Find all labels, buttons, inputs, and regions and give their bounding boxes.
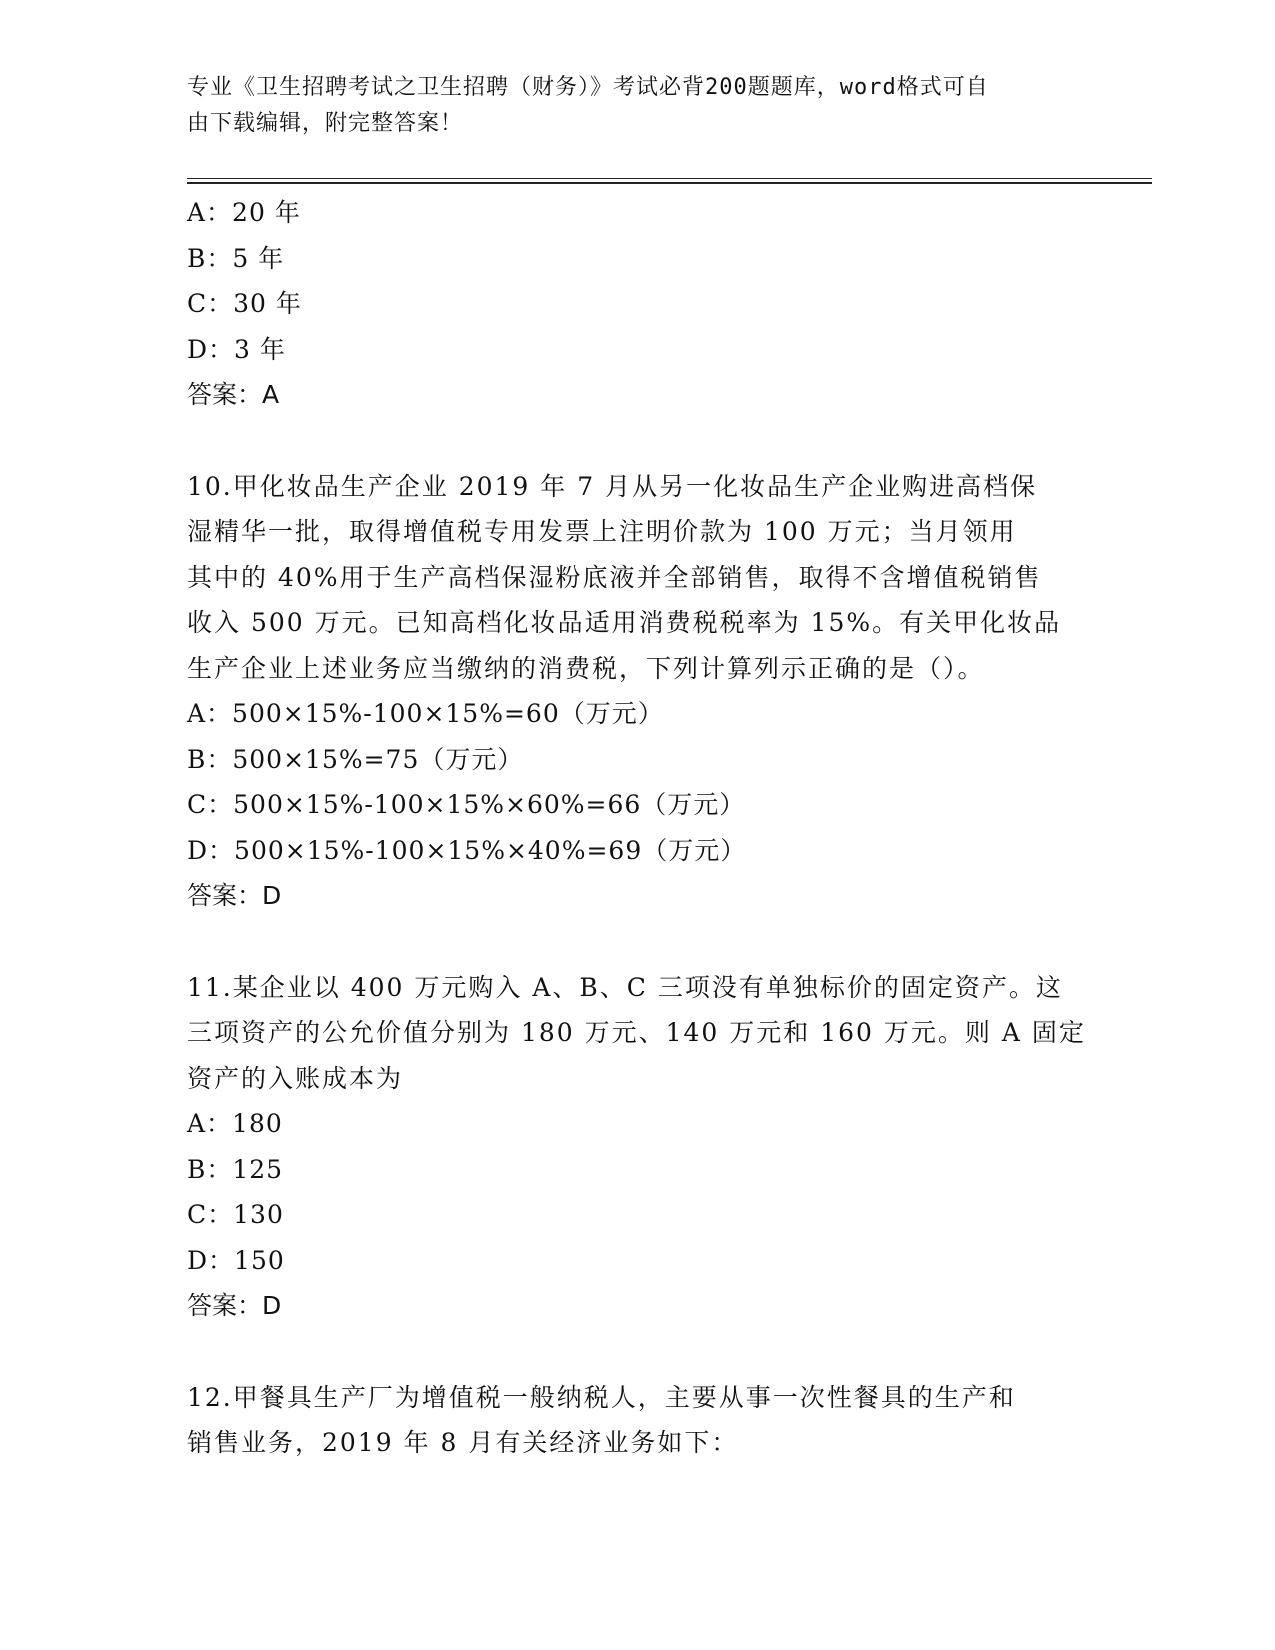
question-text-line: 生产企业上述业务应当缴纳的消费税，下列计算列示正确的是（）。 [187, 653, 985, 683]
option-d: D：150 [187, 1245, 285, 1275]
option-c: C：130 [187, 1200, 284, 1229]
question-10 [187, 464, 1087, 919]
option-c: C：500×15%-100×15%×60%=66（万元） [187, 790, 746, 819]
option-a: A：180 [187, 1109, 283, 1138]
question-text-line: 12.甲餐具生产厂为增值税一般纳税人，主要从事一次性餐具的生产和 [187, 1382, 1016, 1412]
question-text-line: 10.甲化妆品生产企业 2019 年 7 月从另一化妆品生产企业购进高档保 [187, 471, 1038, 501]
option-a: A：20 年 [187, 198, 301, 227]
answer: 答案：D [187, 881, 282, 910]
question-text-line: 销售业务，2019 年 8 月有关经济业务如下： [187, 1428, 739, 1457]
question-text-line: 其中的 40%用于生产高档保湿粉底液并全部销售，取得不含增值税销售 [187, 562, 1042, 592]
question-text-line: 湿精华一批，取得增值税专用发票上注明价款为 100 万元；当月领用 [187, 517, 1017, 546]
option-b: B：125 [187, 1154, 284, 1184]
header-divider-thick [187, 182, 1152, 184]
answer: 答案：A [187, 380, 280, 409]
header-line-1: 专业《卫生招聘考试之卫生招聘（财务）》考试必背200题题库，word格式可自 [187, 75, 989, 100]
question-list [187, 190, 1087, 1466]
spacer [187, 919, 1087, 965]
question-12 [187, 1375, 1087, 1466]
question-text-line: 收入 500 万元。已知高档化妆品适用消费税税率为 15%。有关甲化妆品 [187, 608, 1062, 637]
header-line-2: 由下载编辑，附完整答案！ [187, 111, 464, 136]
option-d: D：3 年 [187, 334, 286, 364]
page-header [187, 70, 1067, 142]
spacer [187, 418, 1087, 464]
answer: 答案：D [187, 1291, 282, 1320]
question-text-line: 11.某企业以 400 万元购入 A、B、C 三项没有单独标价的固定资产。这 [187, 972, 1063, 1002]
spacer [187, 1329, 1087, 1375]
question-text-line: 资产的入账成本为 [187, 1063, 404, 1093]
option-d: D：500×15%-100×15%×40%=69（万元） [187, 835, 747, 865]
option-b: B：5 年 [187, 243, 285, 273]
option-b: B：500×15%=75（万元） [187, 744, 524, 774]
question-text-line: 三项资产的公允价值分别为 180 万元、140 万元和 160 万元。则 A 固定 [187, 1018, 1086, 1047]
question-9-tail [187, 190, 1087, 418]
header-divider-thin [187, 178, 1152, 179]
option-c: C：30 年 [187, 289, 302, 318]
option-a: A：500×15%-100×15%=60（万元） [187, 699, 664, 728]
question-11 [187, 965, 1087, 1329]
